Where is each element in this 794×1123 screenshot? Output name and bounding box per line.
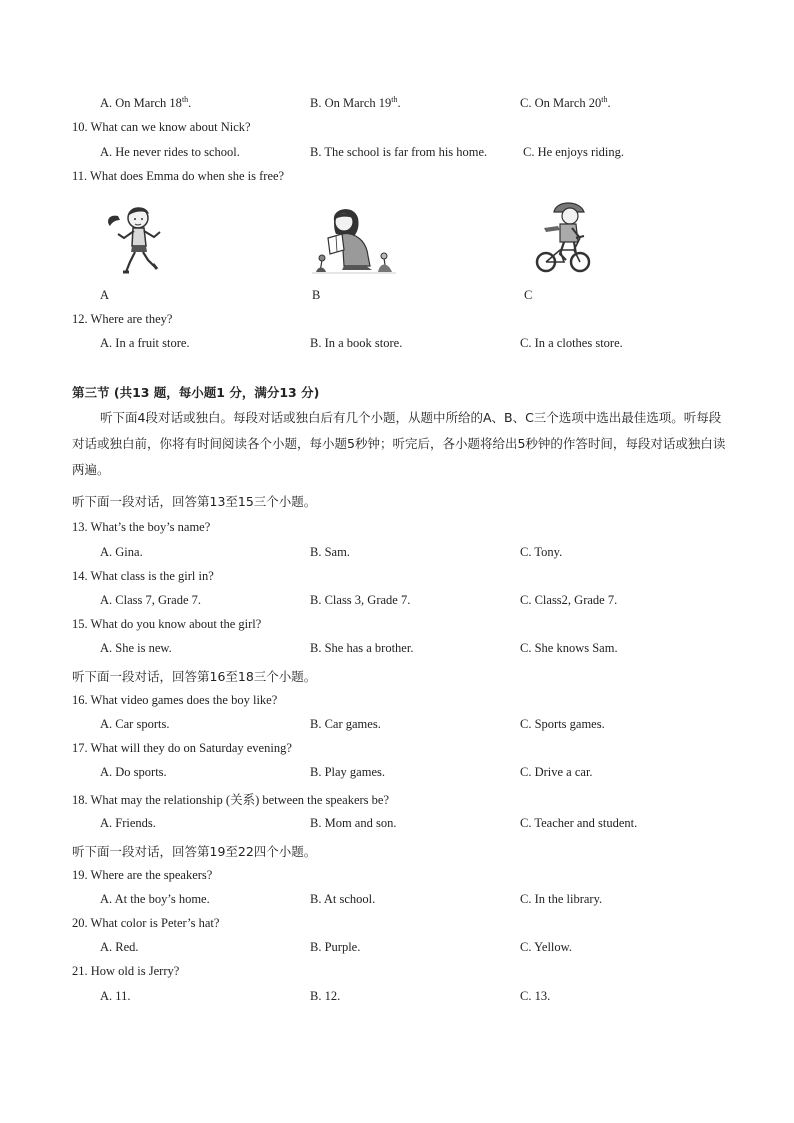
q19-question: 19. Where are the speakers? [72, 868, 213, 882]
q10-option-c[interactable]: C. He enjoys riding. [523, 145, 625, 159]
q9-option-b-text: B. On March 19 [310, 96, 392, 110]
q11-option-b[interactable]: B [312, 288, 321, 302]
q14-question: 14. What class is the girl in? [72, 569, 214, 583]
q13-option-b[interactable]: B. Sam. [310, 545, 350, 559]
q12-option-c[interactable]: C. In a clothes store. [520, 336, 623, 350]
q20-option-b[interactable]: B. Purple. [310, 940, 361, 954]
q17-option-c[interactable]: C. Drive a car. [520, 765, 593, 779]
q9-option-b-suffix: . [397, 96, 401, 110]
q9-option-c[interactable] [520, 96, 611, 111]
q13-question: 13. What’s the boy’s name? [72, 520, 211, 534]
q9-option-a-text: A. On March 18 [100, 96, 182, 110]
q19-option-c[interactable]: C. In the library. [520, 892, 603, 906]
q9-option-c-sup: th [601, 95, 608, 104]
q9-option-a-suffix: . [188, 96, 192, 110]
q18-option-c[interactable]: C. Teacher and student. [520, 816, 638, 830]
q14-option-c[interactable]: C. Class2, Grade 7. [520, 593, 618, 607]
reading-girl-icon[interactable] [312, 204, 396, 276]
q19-option-b[interactable]: B. At school. [310, 892, 376, 906]
q9-option-b[interactable] [310, 96, 401, 111]
q16-option-c[interactable]: C. Sports games. [520, 717, 605, 731]
q9-option-c-text: C. On March 20 [520, 96, 602, 110]
section3-title: 第三节 (共13 题，每小题1 分，满分13 分) [72, 385, 320, 400]
dialog2-instruction: 听下面一段对话，回答第16至18三个小题。 [72, 669, 317, 684]
q12-option-a[interactable]: A. In a fruit store. [100, 336, 190, 350]
dialog1-instruction: 听下面一段对话，回答第13至15三个小题。 [72, 494, 317, 509]
dialog3-instruction: 听下面一段对话，回答第19至22四个小题。 [72, 844, 317, 859]
q19-option-a[interactable]: A. At the boy’s home. [100, 892, 210, 906]
q15-option-c[interactable]: C. She knows Sam. [520, 641, 618, 655]
q21-option-b[interactable]: B. 12. [310, 989, 341, 1003]
q16-option-b[interactable]: B. Car games. [310, 717, 381, 731]
section3-instructions: 听下面4段对话或独白。每段对话或独白后有几个小题，从题中所给的A、B、C三个选项中选出最佳选项。听每段对话或独白前，你将有时间阅读各个小题，每小题5秒钟；听完后，各小题将给出5秒钟的作答时间，每段对话或独白读两遍。 [72, 410, 726, 477]
q20-option-c[interactable]: C. Yellow. [520, 940, 572, 954]
q15-question: 15. What do you know about the girl? [72, 617, 262, 631]
q18-option-a[interactable]: A. Friends. [100, 816, 156, 830]
q21-question: 21. How old is Jerry? [72, 964, 180, 978]
q9-option-a[interactable] [100, 96, 191, 111]
q21-option-c[interactable]: C. 13. [520, 989, 551, 1003]
q15-option-a[interactable]: A. She is new. [100, 641, 172, 655]
q17-option-a[interactable]: A. Do sports. [100, 765, 167, 779]
q13-option-c[interactable]: C. Tony. [520, 545, 563, 559]
q10-question: 10. What can we know about Nick? [72, 120, 251, 134]
q9-option-c-suffix: . [607, 96, 611, 110]
running-girl-icon[interactable] [104, 200, 170, 276]
q11-question: 11. What does Emma do when she is free? [72, 169, 285, 183]
q10-option-a[interactable]: A. He never rides to school. [100, 145, 240, 159]
q14-option-a[interactable]: A. Class 7, Grade 7. [100, 593, 202, 607]
q11-option-c[interactable]: C [524, 288, 533, 302]
cycling-kid-icon[interactable] [530, 198, 594, 276]
q17-question: 17. What will they do on Saturday evening? [72, 741, 292, 755]
q16-option-a[interactable]: A. Car sports. [100, 717, 170, 731]
q17-option-b[interactable]: B. Play games. [310, 765, 385, 779]
q12-question: 12. Where are they? [72, 312, 173, 326]
q20-option-a[interactable]: A. Red. [100, 940, 139, 954]
q9-option-b-sup: th [391, 95, 398, 104]
q14-option-b[interactable]: B. Class 3, Grade 7. [310, 593, 411, 607]
q9-option-a-sup: th [181, 95, 189, 104]
q18-question: 18. What may the relationship (关系) between the speakers be? [72, 793, 390, 807]
q10-option-b[interactable]: B. The school is far from his home. [310, 145, 488, 159]
q11-option-a[interactable]: A [100, 288, 110, 302]
q20-question: 20. What color is Peter’s hat? [72, 916, 220, 930]
q21-option-a[interactable]: A. 11. [100, 989, 131, 1003]
q15-option-b[interactable]: B. She has a brother. [310, 641, 414, 655]
q13-option-a[interactable]: A. Gina. [100, 545, 143, 559]
q16-question: 16. What video games does the boy like? [72, 693, 278, 707]
q18-option-b[interactable]: B. Mom and son. [310, 816, 397, 830]
q12-option-b[interactable]: B. In a book store. [310, 336, 403, 350]
